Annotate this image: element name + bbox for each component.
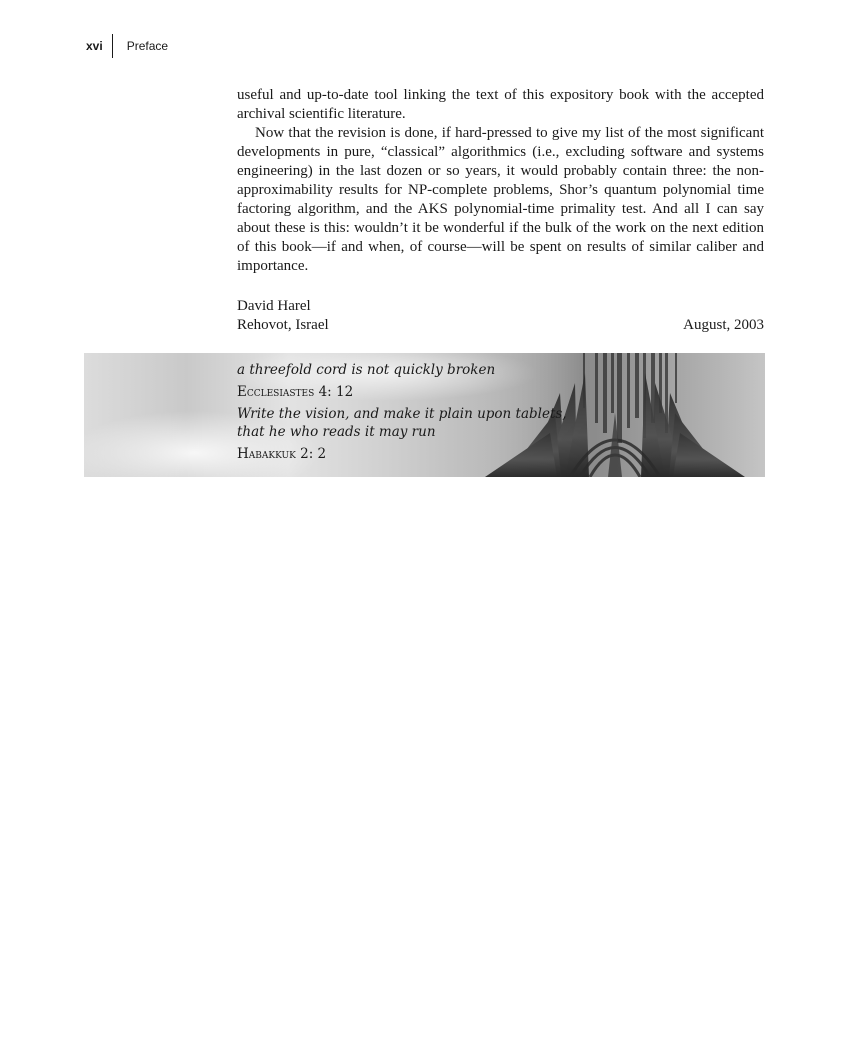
- epigraph-text: [237, 361, 567, 467]
- epigraph-quote: that he who reads it may run: [237, 424, 436, 440]
- author-name: David Harel: [237, 298, 311, 314]
- paragraph: useful and up-to-date tool linking the text of this expository book with the accepted archival scientific literature.: [237, 87, 764, 122]
- signature-date: August, 2003: [683, 317, 764, 333]
- section-title: Preface: [126, 39, 169, 53]
- epigraph-quote: Write the vision, and make it plain upon tablets,: [237, 406, 567, 422]
- epigraph-band: [84, 353, 765, 477]
- page-number: xvi: [86, 39, 103, 53]
- signature-block: [237, 297, 764, 335]
- epigraph-source: Ecclesiastes 4: 12: [237, 384, 354, 400]
- epigraph-quote: a threefold cord is not quickly broken: [237, 362, 496, 378]
- author-place: Rehovot, Israel: [237, 317, 329, 333]
- running-head: [86, 34, 168, 58]
- paragraph: Now that the revision is done, if hard-pressed to give my list of the most significant developments in pure, “classical” algorithmics (i.e., excluding software and systems engineering) in the last dozen or so years, it would probably contain three: the non-approximability results for NP-complete problems, Shor’s quantum polynomial time factoring algorithm, and the AKS polynomial-time primality test. And all I can say about these is this: wouldn’t it be wonderful if the bulk of the work on the next edition of this book—if and when, of course—will be spent on results of similar caliber and importance.: [237, 125, 764, 274]
- epigraph-source: Habakkuk 2: 2: [237, 446, 327, 462]
- preface-body: [237, 86, 764, 276]
